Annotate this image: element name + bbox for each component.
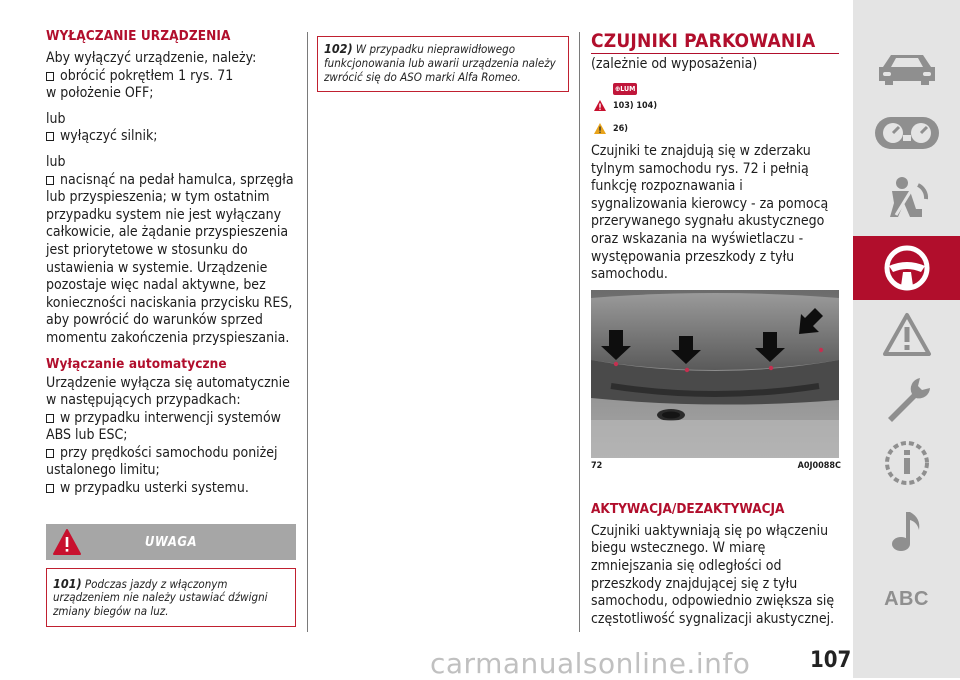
bullet-square-icon [46,449,54,458]
reference-numbers: 26) [613,123,628,134]
page-number: 107 [810,648,852,673]
figure-rear-bumper [591,290,839,458]
caution-triangle-icon [593,122,607,135]
sidebar-item-warnings[interactable] [853,304,960,366]
bullet-square-icon [46,132,54,141]
warning-triangle-icon [593,99,607,112]
figure-number: 72 [591,460,603,471]
seatbelt-person-icon [882,175,932,223]
note-number: 101) [53,575,82,591]
music-note-icon [887,508,927,554]
bullet-square-icon [46,176,54,185]
abc-index-label: ABC [884,587,929,610]
section-heading-auto-off: Wyłączanie automatyczne [46,355,227,372]
intro-text: Aby wyłączyć urządzenie, należy: [46,50,257,66]
bullet-square-icon [46,414,54,423]
sidebar-item-index[interactable] [853,568,960,630]
column-middle [317,36,569,92]
sidebar-item-car[interactable] [853,38,960,100]
list-item: przy prędkości samochodu poniżej ustalonego limitu; [46,444,278,479]
or-label: lub [46,153,66,170]
sidebar-item-multimedia[interactable] [853,500,960,562]
warning-title: UWAGA [144,534,198,550]
auto-off-text: Urządzenie wyłącza się automatycznie w następujących przypadkach: [46,374,290,409]
or-label: lub [46,110,66,127]
note-number: 102) [324,41,353,56]
dashboard-gauges-icon [873,113,941,153]
rear-bumper-sensors-image [591,290,839,458]
column-divider [579,32,580,632]
column-divider [307,32,308,632]
activation-text: Czujniki uaktywniają się po włączeniu biegu wstecznego. W miarę zmniejszania się odległości od przeszkody znajdującej się z tyłu samochodu, odpowiednio zwiększa się częstotliwość sygnalizacji akustycznej. [591,522,835,627]
watermark-text: carmanualsonline.info [430,647,751,680]
wrench-icon [882,374,932,424]
figure-caption [591,461,841,471]
section-heading-parking-sensors: CZUJNIKI PARKOWANIA [591,30,839,54]
bullet-square-icon [46,484,54,493]
list-item: w przypadku interwencji systemów ABS lub ESC; [46,409,281,444]
warning-banner [46,524,296,560]
sidebar-item-maintenance[interactable] [853,368,960,430]
list-item: wyłączyć silnik; [46,128,296,146]
sidebar-item-safety[interactable] [853,168,960,230]
warning-triangle-icon [882,312,932,358]
figure-code: A0J0088C [797,460,841,471]
section-heading-switch-off: WYŁĄCZANIE URZĄDZENIA [46,28,231,44]
note-text: Podczas jazdy z włączonym urządzeniem nie należy ustawiać dźwigni zmiany biegów na luz. [53,576,268,619]
column-left [46,28,296,627]
car-icon [875,49,939,89]
sidebar-item-dashboard[interactable] [853,102,960,164]
note-text: W przypadku nieprawidłowego funkcjonowania lub awarii urządzenia należy zwrócić się do ASO marki Alfa Romeo. [324,42,556,84]
warning-note [46,568,296,627]
sidebar-item-driving[interactable] [853,236,960,300]
list-item: nacisnąć na pedał hamulca, sprzęgła lub przyspieszenia; w tym ostatnim przypadku system nie jest wyłączany całkowicie, ale żądanie przyspieszenia jest priorytetowe w stosunku do ustawienia w systemie. Urządzenie pozostaje więc nadal aktywne, bez konieczności naciskania przycisku RES, aby powrócić do warunków sprzed momentu zakończenia przyspieszania. [46,171,294,346]
reference-caution-row [593,122,841,135]
sensors-description: Czujniki te znajdują się w zderzaku tylnym samochodu rys. 72 i pełnią funkcję rozpoznawania i sygnalizowania kierowcy - za pomocą przerywanego sygnału akustycznego oraz wskazania na wyświetlaczu - występowania przeszkody z tyłu samochodu. [591,143,829,283]
steering-wheel-icon [883,244,931,292]
equipment-note: (zależnie od wyposażenia) [591,56,758,72]
info-icon [882,438,932,488]
list-item: w przypadku usterki systemu. [46,480,296,498]
reference-warning-row [593,99,841,112]
reference-numbers: 103) 104) [613,100,658,111]
sidebar-item-technical-data[interactable] [853,432,960,494]
list-item: obrócić pokrętłem 1 rys. 71 [46,68,296,86]
warning-note [317,36,569,92]
section-heading-activation: AKTYWACJA/DEZAKTYWACJA [591,500,785,517]
column-right [591,30,841,628]
chapter-sidebar [853,0,960,678]
lum-badge: ⊕LUM [615,85,636,93]
list-item-continuation: w położenie OFF; [46,85,154,102]
bullet-square-icon [46,72,54,81]
